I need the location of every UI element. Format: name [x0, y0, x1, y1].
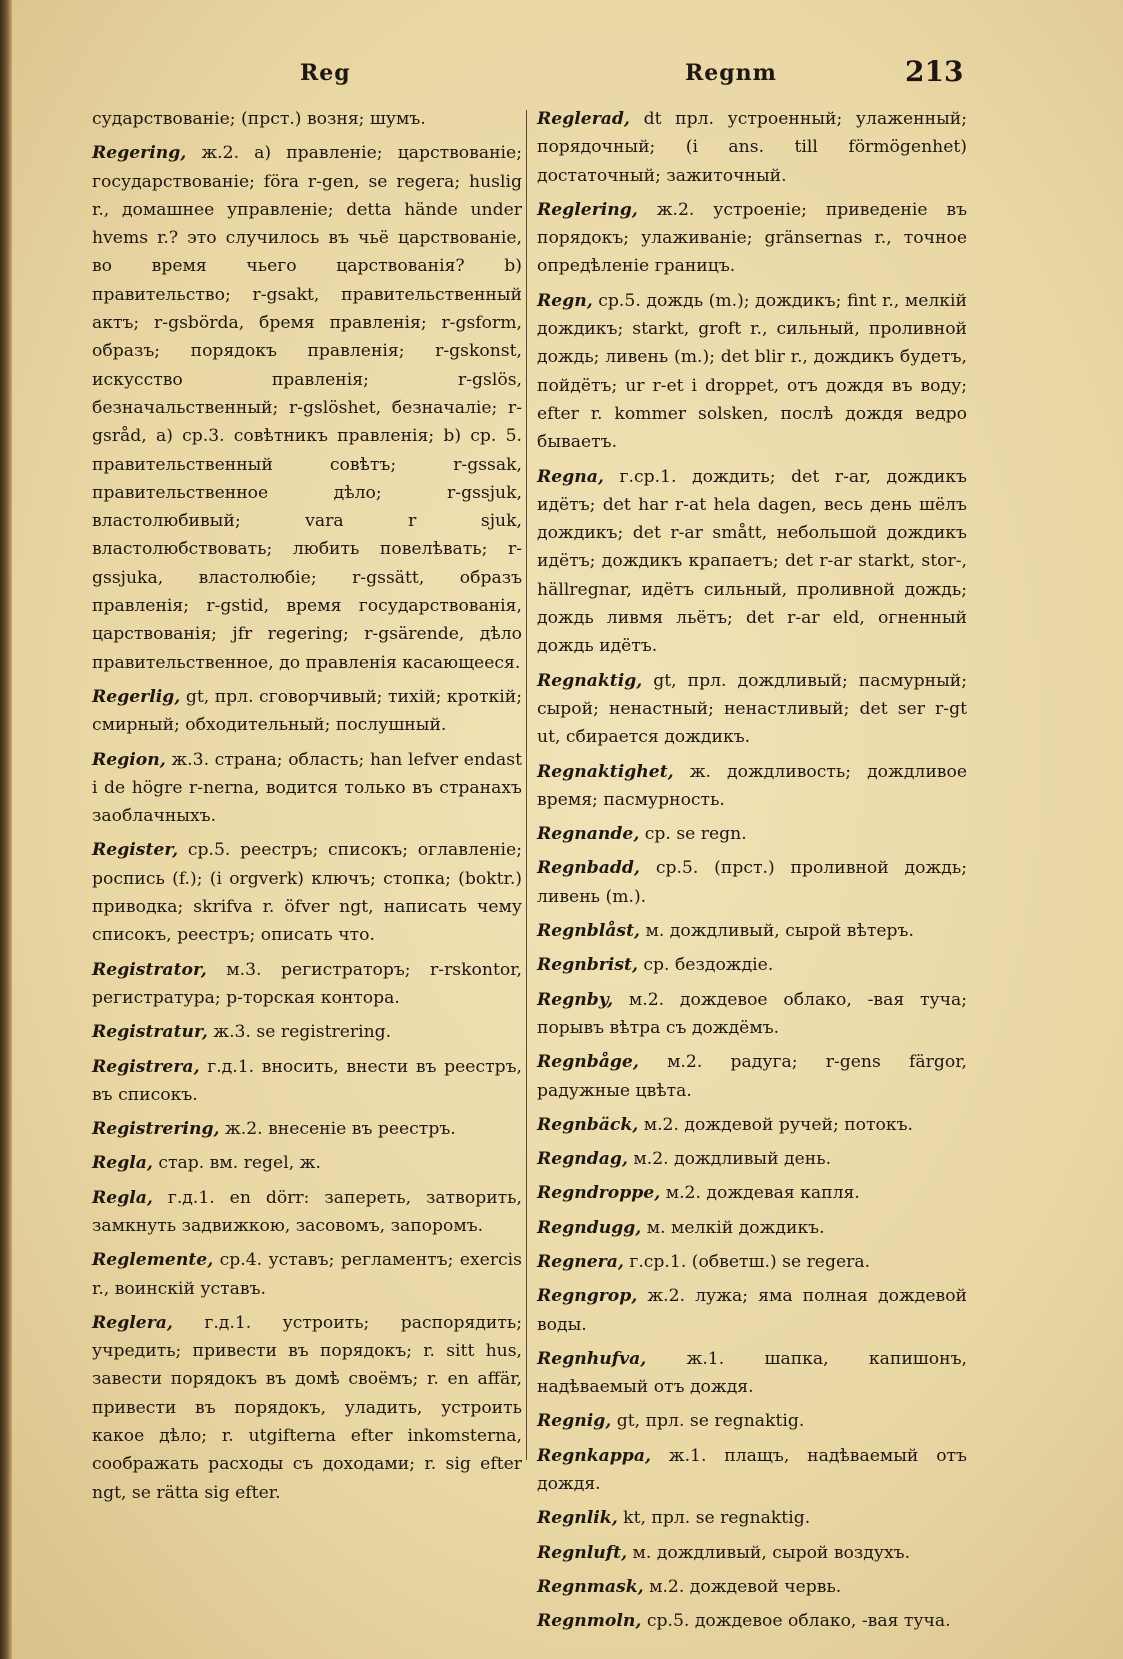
- entry-definition: м.2. дождевой червь.: [649, 1576, 842, 1597]
- entry-definition: стар. вм. regel, ж.: [158, 1153, 321, 1174]
- dictionary-entry: [537, 1573, 967, 1601]
- dictionary-entry: [537, 1048, 967, 1105]
- entry-headword: Reglemente,: [92, 1250, 214, 1271]
- entry-definition: г.д.1. en dörr: запереть, затворить, замкнуть задвижкою, засовомъ, запоромъ.: [92, 1187, 522, 1236]
- entry-headword: Regndroppe,: [537, 1183, 661, 1204]
- dictionary-entry: [537, 463, 967, 661]
- dictionary-entry: [92, 1018, 522, 1046]
- entry-definition: сударствованіе; (прст.) возня; шумъ.: [92, 109, 426, 129]
- entry-definition: м.2. радуга; r-gens färgor, радужные цвѣта.: [537, 1052, 967, 1101]
- dictionary-entry: [537, 105, 967, 190]
- entry-headword: Regnlik,: [537, 1508, 618, 1529]
- entry-headword: Regnbäck,: [537, 1114, 639, 1135]
- column-divider: [526, 110, 527, 1460]
- book-binding-edge: [0, 0, 12, 1659]
- entry-definition: gt, прл. дождливый; пасмурный; сырой; ненастный; ненастливый; det ser r-gt ut, сбирается дождикъ.: [537, 670, 967, 748]
- entry-headword: Regnblåst,: [537, 921, 641, 942]
- entry-definition: ср.5. (прст.) проливной дождь; ливень (m.).: [537, 858, 968, 907]
- dictionary-entry: [537, 667, 967, 752]
- dictionary-entry: [537, 1179, 967, 1207]
- entry-headword: Regnbåge,: [537, 1052, 639, 1073]
- entry-headword: Regngrop,: [537, 1286, 638, 1307]
- dictionary-entry: [537, 1248, 967, 1276]
- entry-headword: Regnluft,: [537, 1542, 628, 1563]
- dictionary-entry: [537, 196, 967, 281]
- dictionary-entry: [92, 746, 522, 831]
- dictionary-entry: [92, 956, 522, 1013]
- entry-headword: Registratur,: [92, 1022, 208, 1043]
- entry-definition: м.2. дождливый день.: [633, 1149, 832, 1170]
- dictionary-entry: [537, 1214, 967, 1242]
- entry-headword: Registrering,: [92, 1119, 220, 1140]
- entry-definition: ж.3. страна; область; han lefver endast i de högre r-nerna, водится только въ странахъ заоблачныхъ.: [92, 749, 522, 827]
- entry-definition: г.ср.1. (обветш.) se regera.: [629, 1251, 871, 1272]
- entry-headword: Registrera,: [92, 1056, 200, 1077]
- entry-definition: ж.2. устроеніе; приведеніе въ порядокъ; улаживаніе; gränsernas r., точное опредѣленіе границъ.: [537, 199, 968, 277]
- entry-definition: г.д.1. устроить; распорядить; учредить; привести въ порядокъ; r. sitt hus, завести порядокъ въ домѣ своёмъ; r. en affär, привести въ порядокъ, уладить, устроить какое дѣло; r. utgifterna efter inkomsterna, соображать расходы съ доходами; r. sig efter ngt, se rätta sig efter.: [92, 1312, 522, 1503]
- dictionary-entry: [92, 1115, 522, 1143]
- dictionary-entry: [537, 1442, 967, 1499]
- entry-headword: Reglera,: [92, 1312, 173, 1333]
- dictionary-entry: [92, 1246, 522, 1303]
- entry-definition: ср.5. дождь (m.); дождикъ; fint r., мелкій дождикъ; starkt, groft r., сильный, проливной дождь; ливень (m.); det blir r., дождикъ будетъ, пойдётъ; ur r-et i droppet, отъ дождя въ воду; efter r. kommer solsken, послѣ дождя ведро бываетъ.: [537, 290, 967, 453]
- dictionary-entry: [537, 917, 967, 945]
- entry-definition: gt, прл. se regnaktig.: [616, 1411, 805, 1432]
- dictionary-entry: [537, 1111, 967, 1139]
- entry-definition: м. дождливый, сырой воздухъ.: [632, 1542, 911, 1563]
- entry-headword: Regnaktighet,: [537, 761, 674, 782]
- dictionary-entry: [92, 105, 522, 133]
- entry-headword: Regna,: [537, 466, 604, 487]
- dictionary-entry: [537, 1539, 967, 1567]
- entry-definition: ж.1. шапка, капишонъ, надѣваемый отъ дождя.: [537, 1348, 967, 1398]
- dictionary-entry: [92, 836, 522, 949]
- entry-headword: Regla,: [92, 1187, 153, 1208]
- entry-definition: gt, прл. сговорчивый; тихій; кроткій; смирный; обходительный; послушный.: [92, 686, 522, 736]
- entry-definition: ср. se regn.: [644, 824, 747, 845]
- dictionary-entry: [92, 1149, 522, 1177]
- entry-headword: Regnmoln,: [537, 1611, 642, 1632]
- entry-headword: Reglerad,: [537, 109, 630, 129]
- dictionary-entry: [537, 287, 967, 457]
- dictionary-entry: [92, 1184, 522, 1241]
- dictionary-entry: [92, 1309, 522, 1507]
- entry-definition: м. дождливый, сырой вѣтеръ.: [645, 921, 914, 942]
- entry-definition: ж.2. внесеніе въ реестръ.: [224, 1119, 456, 1140]
- left-column: [92, 105, 522, 1513]
- entry-definition: ж.1. плащъ, надѣваемый отъ дождя.: [537, 1445, 967, 1495]
- dictionary-entry: [92, 1053, 522, 1110]
- entry-definition: г.ср.1. дождить; det r-ar, дождикъ идётъ; det har r-at hela dagen, весь день шёлъ дождикъ; det r-ar smått, небольшой дождикъ идётъ; дождикъ крапаетъ; det r-ar starkt, stor-, hällregnar, идётъ сильный, проливной дождь; дождь ливмя льётъ; det r-ar eld, огненный дождь идётъ.: [537, 466, 967, 657]
- page-number: 213: [905, 55, 964, 88]
- entry-definition: ср.5. дождевое облако, -вая туча.: [646, 1611, 951, 1632]
- dictionary-entry: [537, 758, 967, 815]
- entry-headword: Reglering,: [537, 199, 638, 220]
- entry-definition: м.2. дождевой ручей; потокъ.: [643, 1114, 914, 1135]
- header-right-guide-word: Regnm: [685, 60, 777, 86]
- entry-headword: Regnmask,: [537, 1576, 644, 1597]
- entry-definition: м.2. дождевая капля.: [665, 1183, 860, 1204]
- dictionary-entry: [537, 1145, 967, 1173]
- entry-definition: г.д.1. вносить, внести въ реестръ, въ списокъ.: [92, 1056, 522, 1105]
- dictionary-entry: [92, 683, 522, 740]
- entry-definition: kt, прл. se regnaktig.: [623, 1508, 811, 1529]
- entry-definition: м. мелкій дождикъ.: [646, 1217, 825, 1238]
- entry-headword: Regnkappa,: [537, 1445, 651, 1466]
- entry-headword: Regnig,: [537, 1411, 612, 1432]
- entry-definition: ср. бездождіе.: [643, 955, 774, 976]
- entry-headword: Regering,: [92, 143, 187, 164]
- entry-definition: ср.5. реестръ; списокъ; оглавленіе; роспись (f.); (i orgverk) ключъ; стопка; (boktr.) приводка; skrifva r. öfver ngt, написать чему списокъ, реестръ; описать что.: [92, 840, 522, 946]
- entry-headword: Regnbadd,: [537, 858, 640, 879]
- entry-definition: м.3. регистраторъ; r-rskontor, регистратура; р-торская контора.: [92, 959, 522, 1008]
- entry-definition: dt прл. устроенный; улаженный; порядочный; (i ans. till förmögenhet) достаточный; зажиточный.: [537, 109, 968, 186]
- entry-headword: Regla,: [92, 1153, 153, 1174]
- dictionary-entry: [537, 1607, 967, 1635]
- dictionary-entry: [537, 1504, 967, 1532]
- page-header: [90, 55, 964, 95]
- entry-headword: Region,: [92, 749, 166, 770]
- entry-definition: ж. дождливость; дождливое время; пасмурность.: [537, 761, 967, 810]
- dictionary-entry: [537, 951, 967, 979]
- dictionary-entry: [537, 1282, 967, 1339]
- entry-headword: Regnera,: [537, 1251, 624, 1272]
- entry-headword: Regnande,: [537, 824, 640, 845]
- right-column: [537, 105, 967, 1642]
- entry-headword: Regnaktig,: [537, 670, 643, 691]
- dictionary-entry: [537, 1407, 967, 1435]
- entry-headword: Regndugg,: [537, 1217, 642, 1238]
- entry-definition: ж.3. se registrering.: [213, 1022, 392, 1043]
- dictionary-entry: [537, 986, 967, 1043]
- entry-headword: Regn,: [537, 290, 593, 311]
- dictionary-entry: [537, 854, 967, 911]
- entry-headword: Registrator,: [92, 959, 207, 980]
- dictionary-entry: [92, 139, 522, 677]
- dictionary-entry: [537, 1345, 967, 1402]
- dictionary-entry: [537, 820, 967, 848]
- entry-headword: Regnhufva,: [537, 1348, 647, 1369]
- entry-definition: ж.2. лужа; яма полная дождевой воды.: [537, 1286, 967, 1335]
- entry-headword: Regerlig,: [92, 686, 181, 707]
- entry-headword: Regndag,: [537, 1149, 628, 1170]
- entry-definition: м.2. дождевое облако, -вая туча; порывъ вѣтра съ дождёмъ.: [537, 989, 967, 1038]
- entry-definition: ср.4. уставъ; регламентъ; exercis r., воинскій уставъ.: [92, 1250, 522, 1299]
- entry-headword: Register,: [92, 840, 179, 861]
- entry-definition: ж.2. a) правленіе; царствованіе; государствованіе; föra r-gen, se regera; huslig r., домашнее управленіе; detta hände under hvems r.? это случилось въ чьё царствованіе, во время чьего царствованія? b) правительство; r-gsakt, правительственный актъ; r-gsbörda, бремя правленія; r-gsform, образъ; порядокъ правленія; r-gskonst, искусство правленія; r-gslös, безначальственный; r-gslöshet, безначаліе; r-gsråd, a) ср.3. совѣтникъ правленія; b) ср. 5. правительственный совѣтъ; r-gssak, правительственное дѣло; r-gssjuk, властолюбивый; vara r sjuk, властолюбствовать; любить повелѣвать; r-gssjuka, властолюбіе; r-gssätt, образъ правленія; r-gstid, время государствованія, царствованія; jfr regering; r-gsärende, дѣло правительственное, до правленія касающееся.: [92, 143, 522, 673]
- entry-headword: Regnbrist,: [537, 955, 638, 976]
- header-left-guide-word: Reg: [300, 60, 351, 86]
- entry-headword: Regnby,: [537, 989, 614, 1010]
